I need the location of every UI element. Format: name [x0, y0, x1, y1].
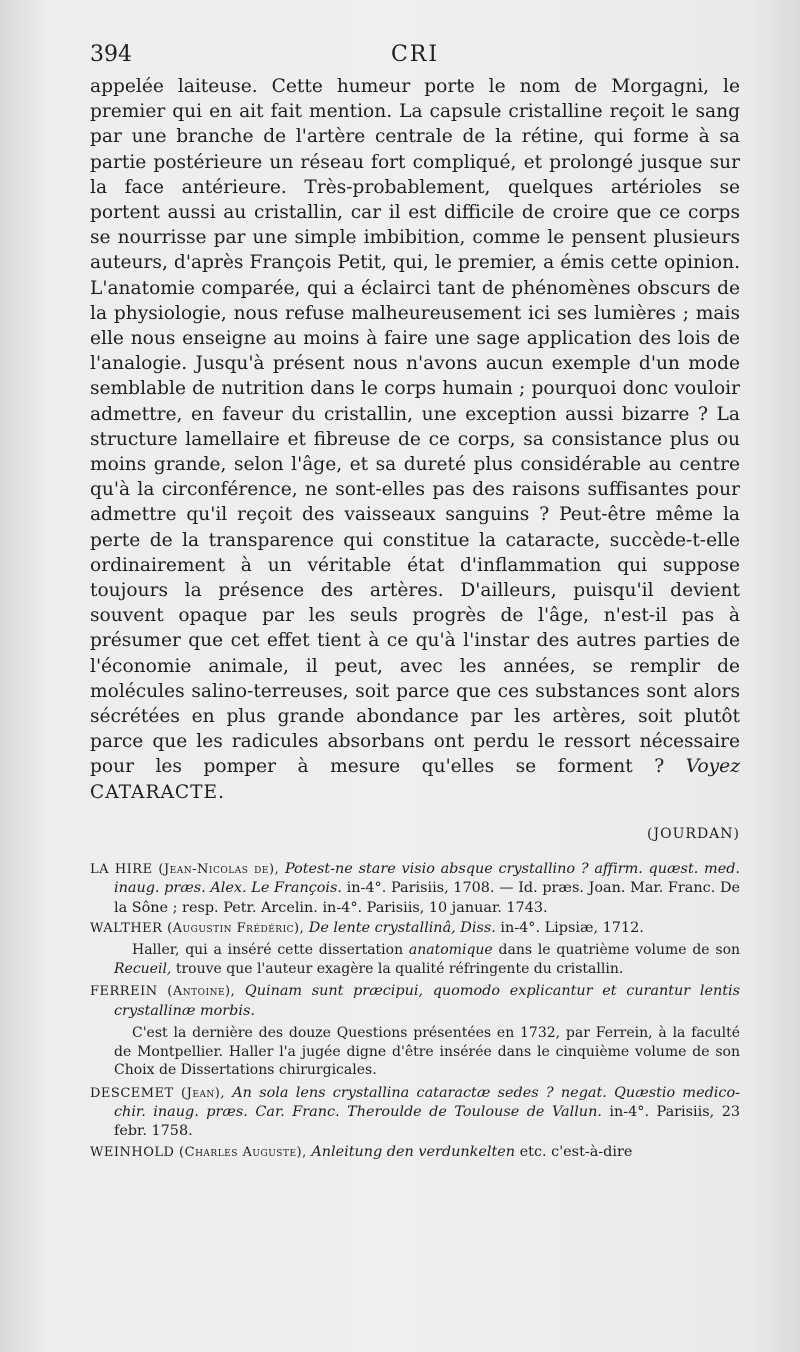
bib-details: in-4°. Lipsiæ, 1712.	[500, 919, 644, 936]
see-target: CATARACTE.	[90, 781, 225, 803]
bib-entry-lahire	[90, 860, 740, 918]
bib-entry-weinhold	[90, 1143, 740, 1162]
author-signature: (JOURDAN)	[647, 826, 740, 842]
page-header	[90, 42, 740, 74]
bib-details: in-4°. Parisiis, 23 febr. 1758.	[114, 1104, 741, 1140]
bib-details: in-4°. Parisiis, 1708. — Id. præs. Joan. Mar. Franc. De la Sône ; resp. Petr. Arcelin. in-4°. Parisiis, 10 januar. 1743.	[114, 880, 740, 916]
running-head: CRI	[390, 42, 440, 67]
bib-author: WALTHER (Augustin Frédéric),	[90, 920, 305, 936]
bib-title: An sola lens crystallina cataractæ sedes ? negat. Quæstio medico-chir. inaug. præs. Car. Franc. Theroulde de Toulouse de Vallun.	[114, 1084, 740, 1121]
bib-entry-ferrein	[90, 982, 740, 1021]
bib-note-haller	[90, 941, 740, 978]
body-paragraph	[90, 74, 740, 805]
bib-entry-walther	[90, 919, 740, 938]
page-number: 394	[90, 42, 132, 67]
see-label: Voyez	[685, 756, 740, 778]
bib-details: etc. c'est-à-dire	[519, 1143, 633, 1160]
note-italic: anatomique	[408, 942, 493, 959]
bib-title: Anleitung den verdunkelten	[311, 1143, 516, 1160]
bib-author: LA HIRE (Jean-Nicolas de),	[90, 862, 280, 877]
bib-author: WEINHOLD (Charles Auguste),	[90, 1144, 307, 1160]
bib-author: FERREIN (Antoine),	[90, 984, 236, 1000]
bib-entry-descemet	[90, 1084, 740, 1142]
article-body	[90, 74, 740, 805]
bib-note-ferrein	[90, 1024, 740, 1080]
note-text: dans le quatrième volume de son	[498, 942, 741, 959]
bib-title: Potest-ne stare visio absque crystallino ? affirm. quæst. med. inaug. præs. Alex. Le François.	[114, 861, 741, 897]
bib-author: DESCEMET (Jean),	[90, 1085, 225, 1101]
bibliography	[90, 860, 740, 1163]
bib-title: Quinam sunt præcipui, quomodo explicantur et curantur lentis crystallinæ morbis.	[114, 983, 741, 1019]
bib-title: De lente crystallinâ, Diss.	[308, 919, 496, 936]
body-paragraph-text: appelée laiteuse. Cette humeur porte le nom de Morgagni, le premier qui en ait fait mention. La capsule cristalline reçoit le sang par une branche de l'artère centrale de la rétine, qui forme à sa partie postérieure un réseau fort compliqué, et prolongé jusque sur la face antérieure. Très-probablement, quelques artérioles se portent aussi au cristallin, car il est difficile de croire que ce corps se nourrisse par une simple imbibition, comme le pensent plusieurs auteurs, d'après François Petit, qui, le premier, a émis cette opinion. L'anatomie comparée, qui a éclairci tant de phénomènes obscurs de la physiologie, nous refuse malheureusement ici ses lumières ; mais elle nous enseigne au moins à faire une sage application des lois de l'analogie. Jusqu'à présent nous n'avons aucun exemple d'un mode semblable de nutrition dans le corps humain ; pourquoi donc vouloir admettre, en faveur du cristallin, une exception aussi bizarre ? La structure lamellaire et fibreuse de ce corps, sa consistance plus ou moins grande, selon l'âge, et sa dureté plus considérable au centre qu'à la circonférence, ne sont-elles pas des raisons suffisantes pour admettre qu'il reçoit des vaisseaux sanguins ? Peut-être même la perte de la transparence qui constitue la cataracte, succède-t-elle ordinairement à un véritable état d'inflammation qui suppose toujours la présence des artères. D'ailleurs, puisqu'il devient souvent opaque par les seuls progrès de l'âge, n'est-il pas à présumer que cet effet tient à ce qu'à l'instar des autres parties de l'économie animale, il peut, avec les années, se remplir de molécules salino-terreuses, soit parce que ces substances sont alors sécrétées en plus grande abondance par les artères, soit plutôt parce que les radicules absorbans ont perdu le ressort nécessaire pour les pomper à mesure qu'elles se forment ?	[90, 76, 740, 778]
note-text: Haller, qui a inséré cette dissertation	[132, 942, 404, 959]
note-text: trouve que l'auteur exagère la qualité réfringente du cristallin.	[175, 960, 624, 977]
note-italic: Recueil,	[114, 960, 172, 977]
note-text: C'est la dernière des douze Questions présentées en 1732, par Ferrein, à la faculté de Montpellier. Haller l'a jugée digne d'être insérée dans le cinquième volume de son Choix de Dissertations chirurgicales.	[114, 1024, 740, 1079]
